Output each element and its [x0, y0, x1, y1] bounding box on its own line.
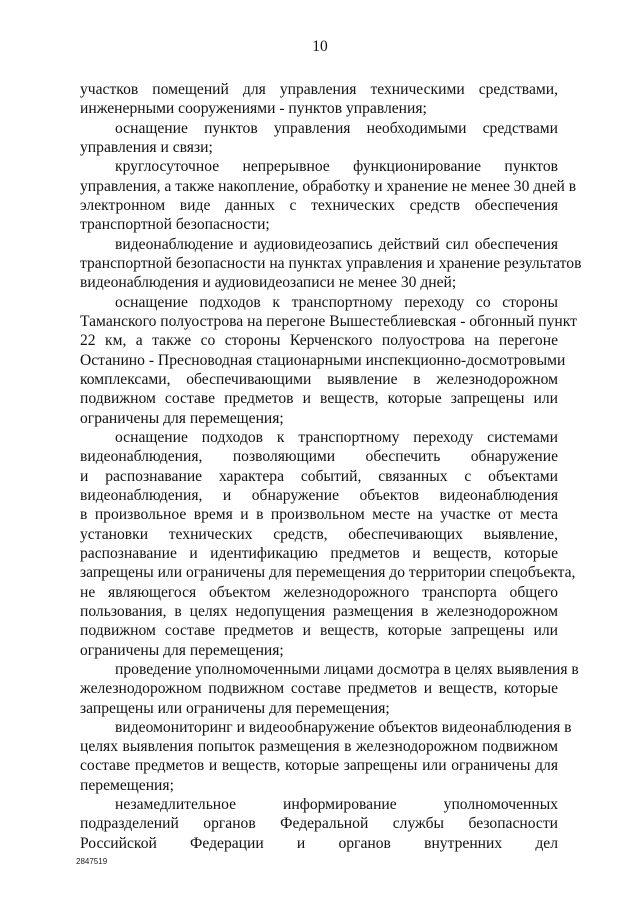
paragraph [80, 660, 579, 718]
text-line: Таманского полуострова на перегоне Вышестеблиевская - обгонный пункт [80, 312, 577, 330]
text-line: управления, а также накопление, обработку и хранение не менее 30 дней в [80, 177, 577, 195]
text-line: видеонаблюдения и аудиовидеозаписи не менее 30 дней; [80, 274, 457, 292]
text-line: видеонаблюдения, позволяющими обеспечить обнаружение [80, 448, 558, 466]
text-line: Останино - Пресноводная стационарными инспекционно-досмотровыми [80, 351, 566, 369]
text-line: оснащение пунктов управления необходимыми средствами [115, 119, 558, 137]
text-line: управления и связи; [80, 138, 213, 156]
text-line: не являющегося объектом железнодорожного транспорта общего [80, 583, 558, 601]
text-line: запрещены или ограничены для перемещения; [80, 699, 390, 717]
paragraph [80, 718, 572, 795]
text-line: составе предметов и веществ, которые запрещены или ограничены для [80, 757, 558, 775]
document-code: 2847519 [76, 857, 108, 866]
text-line: электронном виде данных с технических средств обеспечения [80, 196, 558, 214]
text-line: пользования, в целях недопущения размещения в железнодорожном [80, 602, 558, 620]
text-line: видеонаблюдения, и обнаружение объектов видеонаблюдения [80, 486, 558, 504]
text-line: железнодорожном подвижном составе предметов и веществ, которые [80, 680, 558, 698]
text-line: перемещения; [80, 776, 174, 794]
text-line: инженерными сооружениями - пунктов управления; [80, 100, 427, 118]
paragraph [80, 80, 558, 119]
text-line: видеонаблюдение и аудиовидеозапись действий сил обеспечения [115, 235, 558, 253]
text-line: подвижном составе предметов и веществ, которые запрещены или [80, 622, 558, 640]
text-line: оснащение подходов к транспортному переходу системами [115, 428, 558, 446]
text-line: в произвольное время и в произвольном месте на участке от места [80, 506, 558, 524]
text-line: участков помещений для управления техническими средствами, [80, 81, 558, 98]
text-line: 22 км, а также со стороны Керченского полуострова на перегоне [80, 332, 558, 350]
text-line: ограничены для перемещения; [80, 409, 284, 427]
text-line: незамедлительное информирование уполномоченных [115, 796, 558, 814]
text-line: распознавание и идентификацию предметов и веществ, которые [80, 544, 558, 562]
body-text [80, 80, 582, 853]
text-line: видеомониторинг и видеообнаружение объектов видеонаблюдения в [115, 718, 572, 736]
page-number: 10 [312, 38, 328, 55]
text-line: транспортной безопасности; [80, 216, 270, 234]
paragraph [80, 293, 577, 428]
text-line: круглосуточное непрерывное функционирование пунктов [115, 158, 558, 176]
text-line: оснащение подходов к транспортному переходу со стороны [115, 293, 558, 311]
text-line: Российской Федерации и органов внутренних дел [80, 834, 558, 852]
text-line: и распознавание характера событий, связанных с объектами [80, 467, 558, 485]
text-line: запрещены или ограничены для перемещения до территории спецобъекта, [80, 564, 576, 582]
text-line: подвижном составе предметов и веществ, которые запрещены или [80, 390, 558, 408]
text-line: проведение уполномоченными лицами досмотра в целях выявления в [115, 660, 579, 678]
text-line: транспортной безопасности на пунктах управления и хранение результатов [80, 254, 582, 272]
text-line: ограничены для перемещения; [80, 641, 284, 659]
paragraph [80, 119, 558, 158]
paragraph [80, 157, 577, 234]
paragraph [80, 428, 576, 660]
text-line: комплексами, обеспечивающими выявление в железнодорожном [80, 370, 558, 388]
paragraph [80, 235, 582, 293]
text-line: установки технических средств, обеспечивающих выявление, [80, 525, 558, 543]
text-line: подразделений органов Федеральной службы безопасности [80, 815, 558, 833]
paragraph [80, 795, 558, 853]
text-line: целях выявления попыток размещения в железнодорожном подвижном [80, 738, 558, 756]
